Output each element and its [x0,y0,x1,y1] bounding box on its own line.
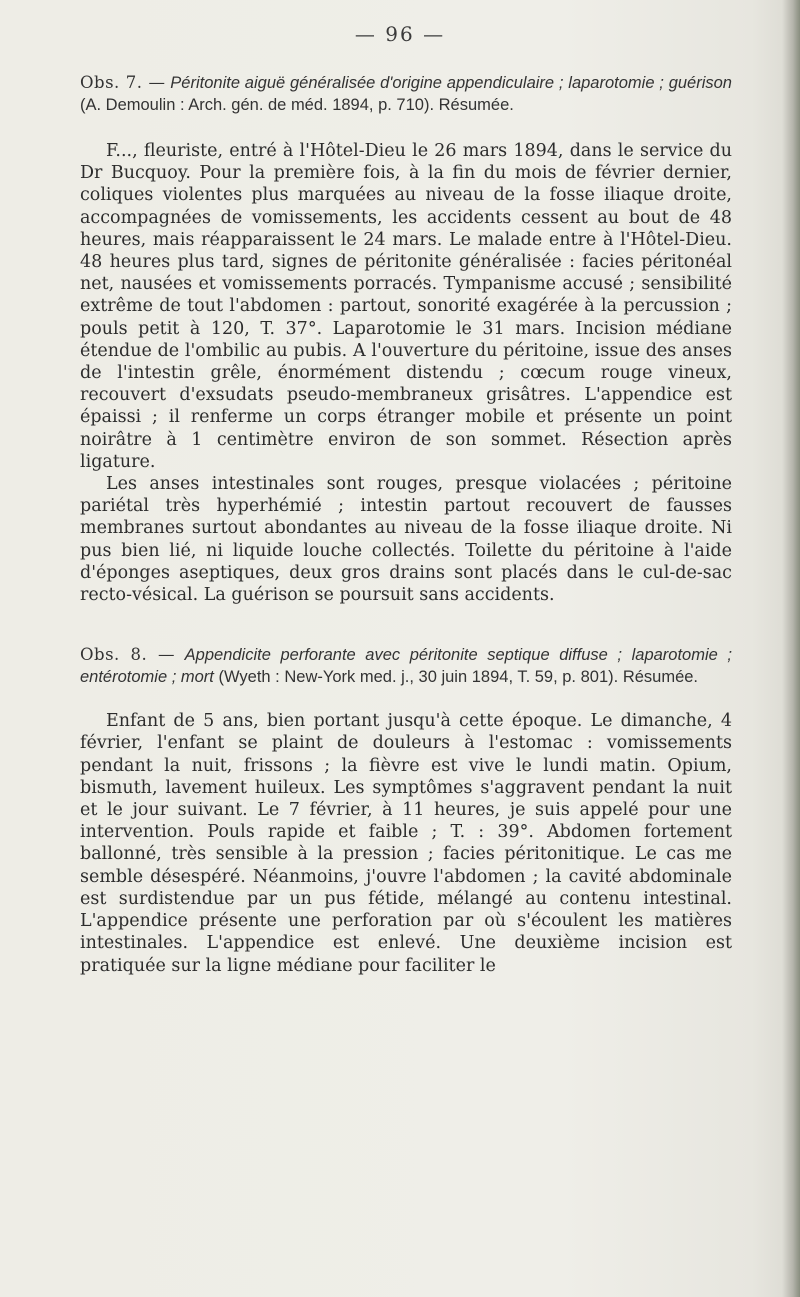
observation-8-body [80,710,732,976]
observation-7-paragraph: Les anses intestinales sont rouges, presque violacées ; péritoine pariétal très hyperhémié ; intestin partout recouvert de fausses membranes surtout abondantes au niveau de la fosse iliaque droite. Ni pus bien lié, ni liquide louche collectés. Toilette du péritoine à l'aide d'éponges aseptiques, deux gros drains sont placés dans le cul-de-sac recto-vésical. La guérison se poursuit sans accidents. [80,474,732,606]
observation-8-reference: (Wyeth : New-York med. j., 30 juin 1894, T. 59, p. 801). [218,668,619,687]
page-edge-shadow [782,0,800,1297]
observation-8-paragraph: Enfant de 5 ans, bien portant jusqu'à cette époque. Le dimanche, 4 février, l'enfant se plaint de douleurs à l'estomac : vomissements pendant la nuit, frissons ; la fièvre est vive le lundi matin. Opium, bismuth, lavement huileux. Les symptômes s'aggravent pendant la nuit et le jour suivant. Le 7 février, à 11 heures, je suis appelé pour une intervention. Pouls rapide et faible ; T. : 39°. Abdomen fortement ballonné, très sensible à la pression ; facies péritonitique. Le cas me semble désespéré. Néanmoins, j'ouvre l'abdomen ; la cavité abdominale est surdistendue par un pus fétide, mélangé au contenu intestinal. L'appendice présente une perforation par où s'écoulent les matières intestinales. L'appendice est enlevé. Une deuxième incision est pratiquée sur la ligne médiane pour faciliter le [80,711,732,976]
page-content [80,72,732,977]
observation-7-body [80,140,732,606]
observation-7-label: Obs. 7. — [80,73,166,92]
observation-7-paragraph: F..., fleuriste, entré à l'Hôtel-Dieu le 26 mars 1894, dans le service du Dr Bucquoy. Pour la première fois, à la fin du mois de février dernier, coliques violentes plus marquées au niveau de la fosse iliaque droite, accompagnées de vomissements, les accidents cessent au bout de 48 heures, mais réapparaissent le 24 mars. Le malade entre à l'Hôtel-Dieu. 48 heures plus tard, signes de péritonite généralisée : facies péritonéal net, nausées et vomissements porracés. Tympanisme accusé ; sensibilité extrême de tout l'abdomen : partout, sonorité exagérée à la percussion ; pouls petit à 120, T. 37°. Laparotomie le 31 mars. Incision médiane étendue de l'ombilic au pubis. A l'ouverture du péritoine, issue des anses de l'intestin grêle, énormément distendu ; cœcum rouge vineux, recouvert d'exsudats pseudo-membraneux grisâtres. L'appendice est épaissi ; il renferme un corps étranger mobile et présente un point noirâtre à 1 centimètre environ de son sommet. Résection après ligature. [80,141,732,472]
observation-8-title: Appendicite perforante avec péritonite septique diffuse ; laparotomie ; entérotomie ; mort [80,646,732,687]
observation-8-label: Obs. 8. — [80,645,176,665]
observation-7-title: Péritonite aiguë généralisée d'origine appendiculaire ; laparotomie ; guérison [170,74,732,92]
observation-8-header [80,644,732,688]
observation-8-summary-note: Résumée. [622,668,699,687]
page-number: — 96 — [354,22,446,46]
observation-7-reference: (A. Demoulin : Arch. gén. de méd. 1894, p. 710). [80,96,435,114]
observation-7-header [80,72,732,116]
observation-7-summary-note: Résumée. [438,96,514,114]
